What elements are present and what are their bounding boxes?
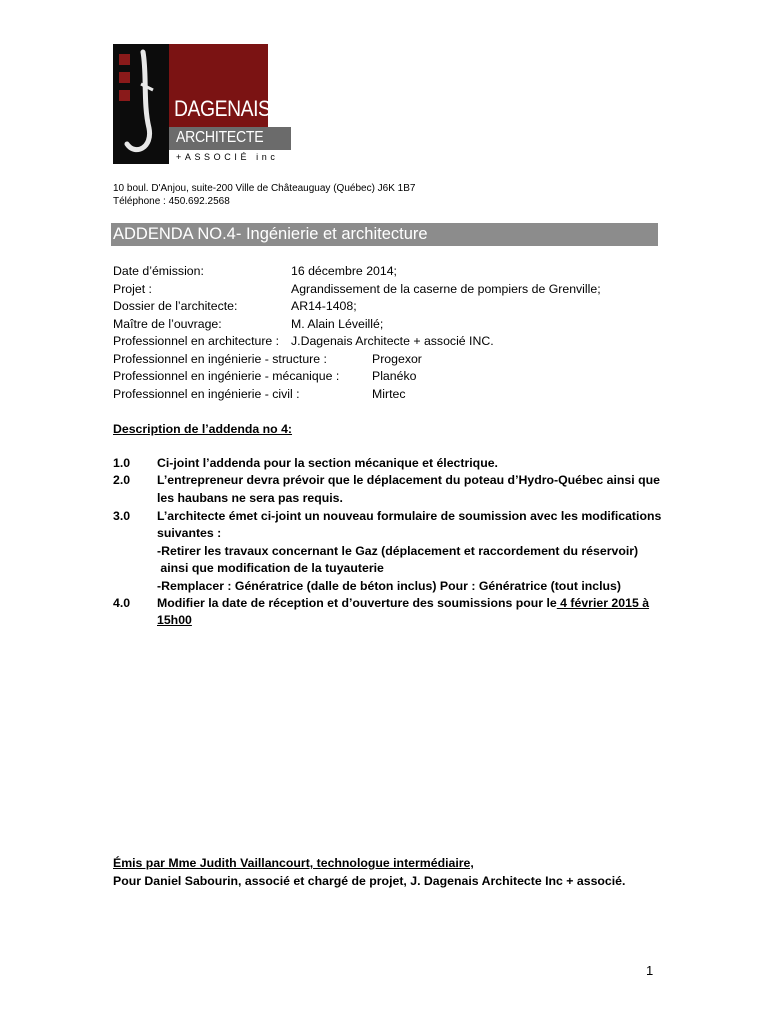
info-label: Professionnel en ingénierie - civil : (113, 387, 300, 401)
info-value: Mirtec (372, 387, 406, 401)
item-text: ainsi que modification de la tuyauterie (157, 561, 384, 575)
item-text: L’entrepreneur devra prévoir que le déplacement du poteau d’Hydro-Québec ainsi que (157, 473, 660, 487)
logo-j-mark-icon (113, 44, 169, 164)
info-value: AR14-1408; (291, 299, 357, 313)
description-heading (113, 421, 648, 438)
item-text: -Remplacer : Génératrice (dalle de béton inclus) Pour : Génératrice (tout inclus) (157, 579, 621, 593)
logo-associe: +ASSOCIÉ inc (176, 152, 279, 162)
info-label: Professionnel en architecture : (113, 334, 280, 348)
item-text: les haubans ne sera pas requis. (157, 491, 343, 505)
info-value: Planéko (372, 369, 417, 383)
info-label: Dossier de l’architecte: (113, 299, 238, 313)
issued-by: Émis par Mme Judith Vaillancourt, technologue intermédiaire, (113, 856, 474, 870)
item-number: 3.0 (113, 509, 131, 523)
item-number: 1.0 (113, 456, 131, 470)
info-value: Progexor (372, 352, 422, 366)
info-label: Date d’émission: (113, 264, 204, 278)
info-label: Maître de l’ouvrage: (113, 317, 222, 331)
deadline-date: 4 février 2015 à (556, 596, 650, 610)
on-behalf-of: Pour Daniel Sabourin, associé et chargé de projet, J. Dagenais Architecte Inc + associé. (113, 874, 626, 888)
item-text: Ci-joint l’addenda pour la section mécanique et électrique. (157, 456, 498, 470)
logo-black-panel (113, 44, 169, 164)
item-text: -Retirer les travaux concernant le Gaz (déplacement et raccordement du réservoir) (157, 544, 639, 558)
address-line: 10 boul. D'Anjou, suite-200 Ville de Châteauguay (Québec) J6K 1B7 (113, 183, 416, 194)
info-label: Projet : (113, 282, 152, 296)
item-number: 4.0 (113, 596, 131, 610)
item-text (157, 595, 649, 612)
phone-line: Téléphone : 450.692.2568 (113, 196, 230, 207)
logo-name: DAGENAIS (174, 96, 271, 121)
info-label: Professionnel en ingénierie - structure : (113, 352, 327, 366)
info-label: Professionnel en ingénierie - mécanique : (113, 369, 340, 383)
description-heading-text: Description de l’addenda no 4: (113, 422, 293, 436)
item-number: 2.0 (113, 473, 131, 487)
item-text: L’architecte émet ci-joint un nouveau formulaire de soumission avec les modifications (157, 509, 662, 523)
info-value: Agrandissement de la caserne de pompiers de Grenville; (291, 282, 601, 296)
info-value: J.Dagenais Architecte + associé INC. (291, 334, 494, 348)
item-text: suivantes : (157, 526, 222, 540)
item-text-part: Modifier la date de réception et d’ouverture des soumissions pour le (157, 596, 557, 610)
document-title: ADDENDA NO.4- Ingénierie et architecture (113, 225, 428, 243)
logo-subtitle: ARCHITECTE (176, 129, 264, 146)
info-value: M. Alain Léveillé; (291, 317, 384, 331)
page-number: 1 (646, 963, 654, 978)
deadline-time: 15h00 (157, 613, 192, 627)
info-value: 16 décembre 2014; (291, 264, 397, 278)
